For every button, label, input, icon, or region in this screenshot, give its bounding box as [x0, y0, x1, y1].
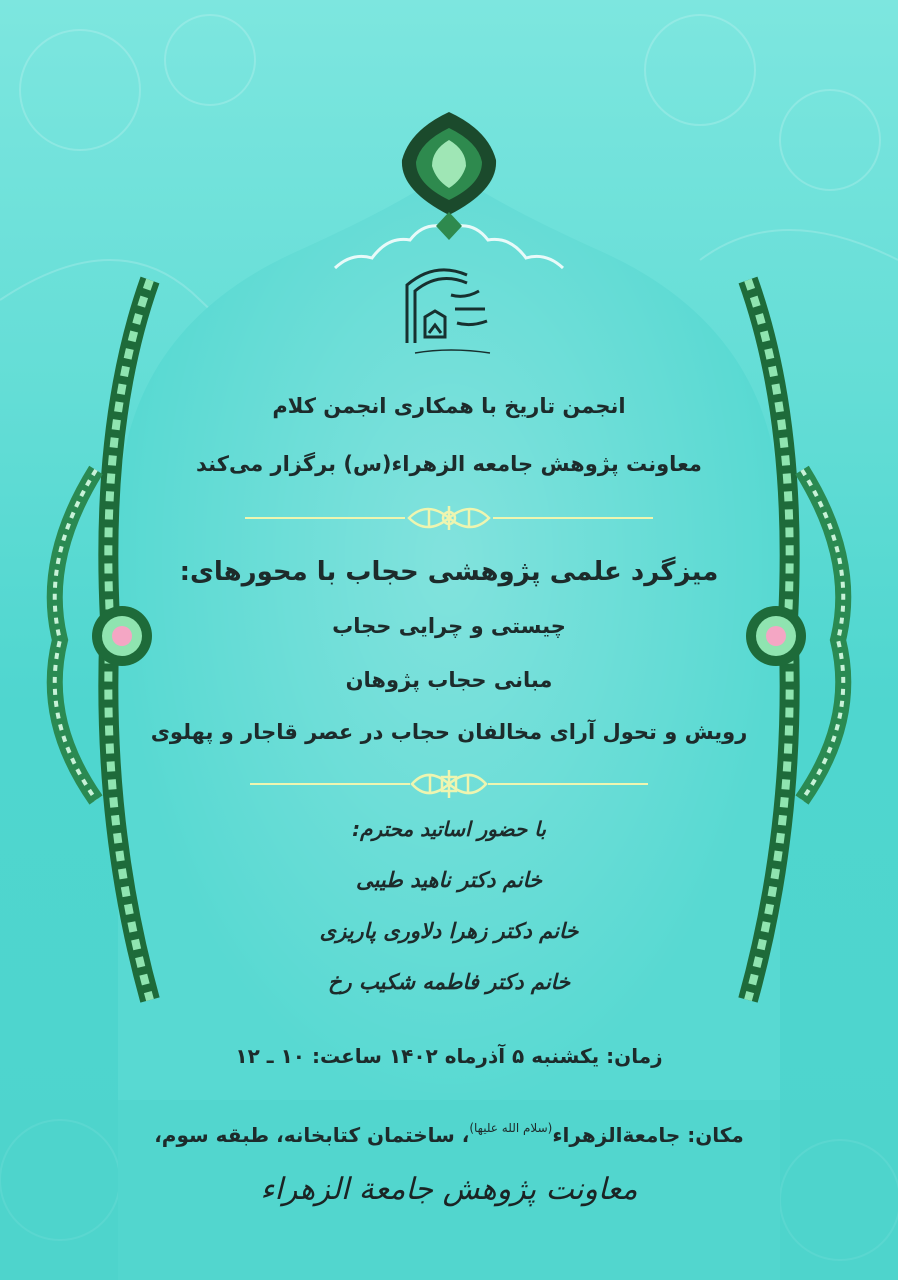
knot-ornament-icon	[405, 500, 493, 536]
event-time: زمان: یکشنبه ۵ آذرماه ۱۴۰۲ ساعت: ۱۰ ـ ۱۲	[235, 1044, 663, 1068]
logo-icon	[395, 255, 505, 365]
divider-mid-right	[488, 783, 648, 785]
venue-suffix: ، ساختمان کتابخانه، طبقه سوم،	[154, 1123, 470, 1147]
divider-top-left	[245, 517, 405, 519]
divider-mid-left	[250, 783, 410, 785]
event-venue	[0, 1123, 898, 1147]
speakers-heading: با حضور اساتید محترم:	[352, 817, 546, 841]
organizer-line: انجمن تاریخ با همکاری انجمن کلام	[272, 394, 626, 418]
speaker-name: خانم دکتر زهرا دلاوری پاریزی	[319, 919, 579, 943]
divider-top-right	[493, 517, 653, 519]
host-line: معاونت پژوهش جامعه الزهراء(س) برگزار می‌کند	[196, 452, 702, 476]
topic-2: مبانی حجاب پژوهان	[345, 668, 553, 692]
calligraphy-signature: معاونت پژوهش جامعة الزهراء	[260, 1172, 638, 1207]
venue-honorific: (سلام الله علیها)	[469, 1121, 553, 1135]
knot-ornament-icon	[408, 764, 490, 804]
venue-prefix: مکان: جامعةالزهراء	[552, 1123, 744, 1147]
speaker-name: خانم دکتر ناهید طیبی	[356, 868, 542, 892]
speaker-name: خانم دکتر فاطمه شکیب رخ	[327, 970, 571, 994]
topic-1: چیستی و چرایی حجاب	[332, 614, 566, 638]
topic-3: رویش و تحول آرای مخالفان حجاب در عصر قاجار و پهلوی	[150, 720, 748, 744]
event-title: میزگرد علمی پژوهشی حجاب با محورهای:	[179, 557, 719, 587]
